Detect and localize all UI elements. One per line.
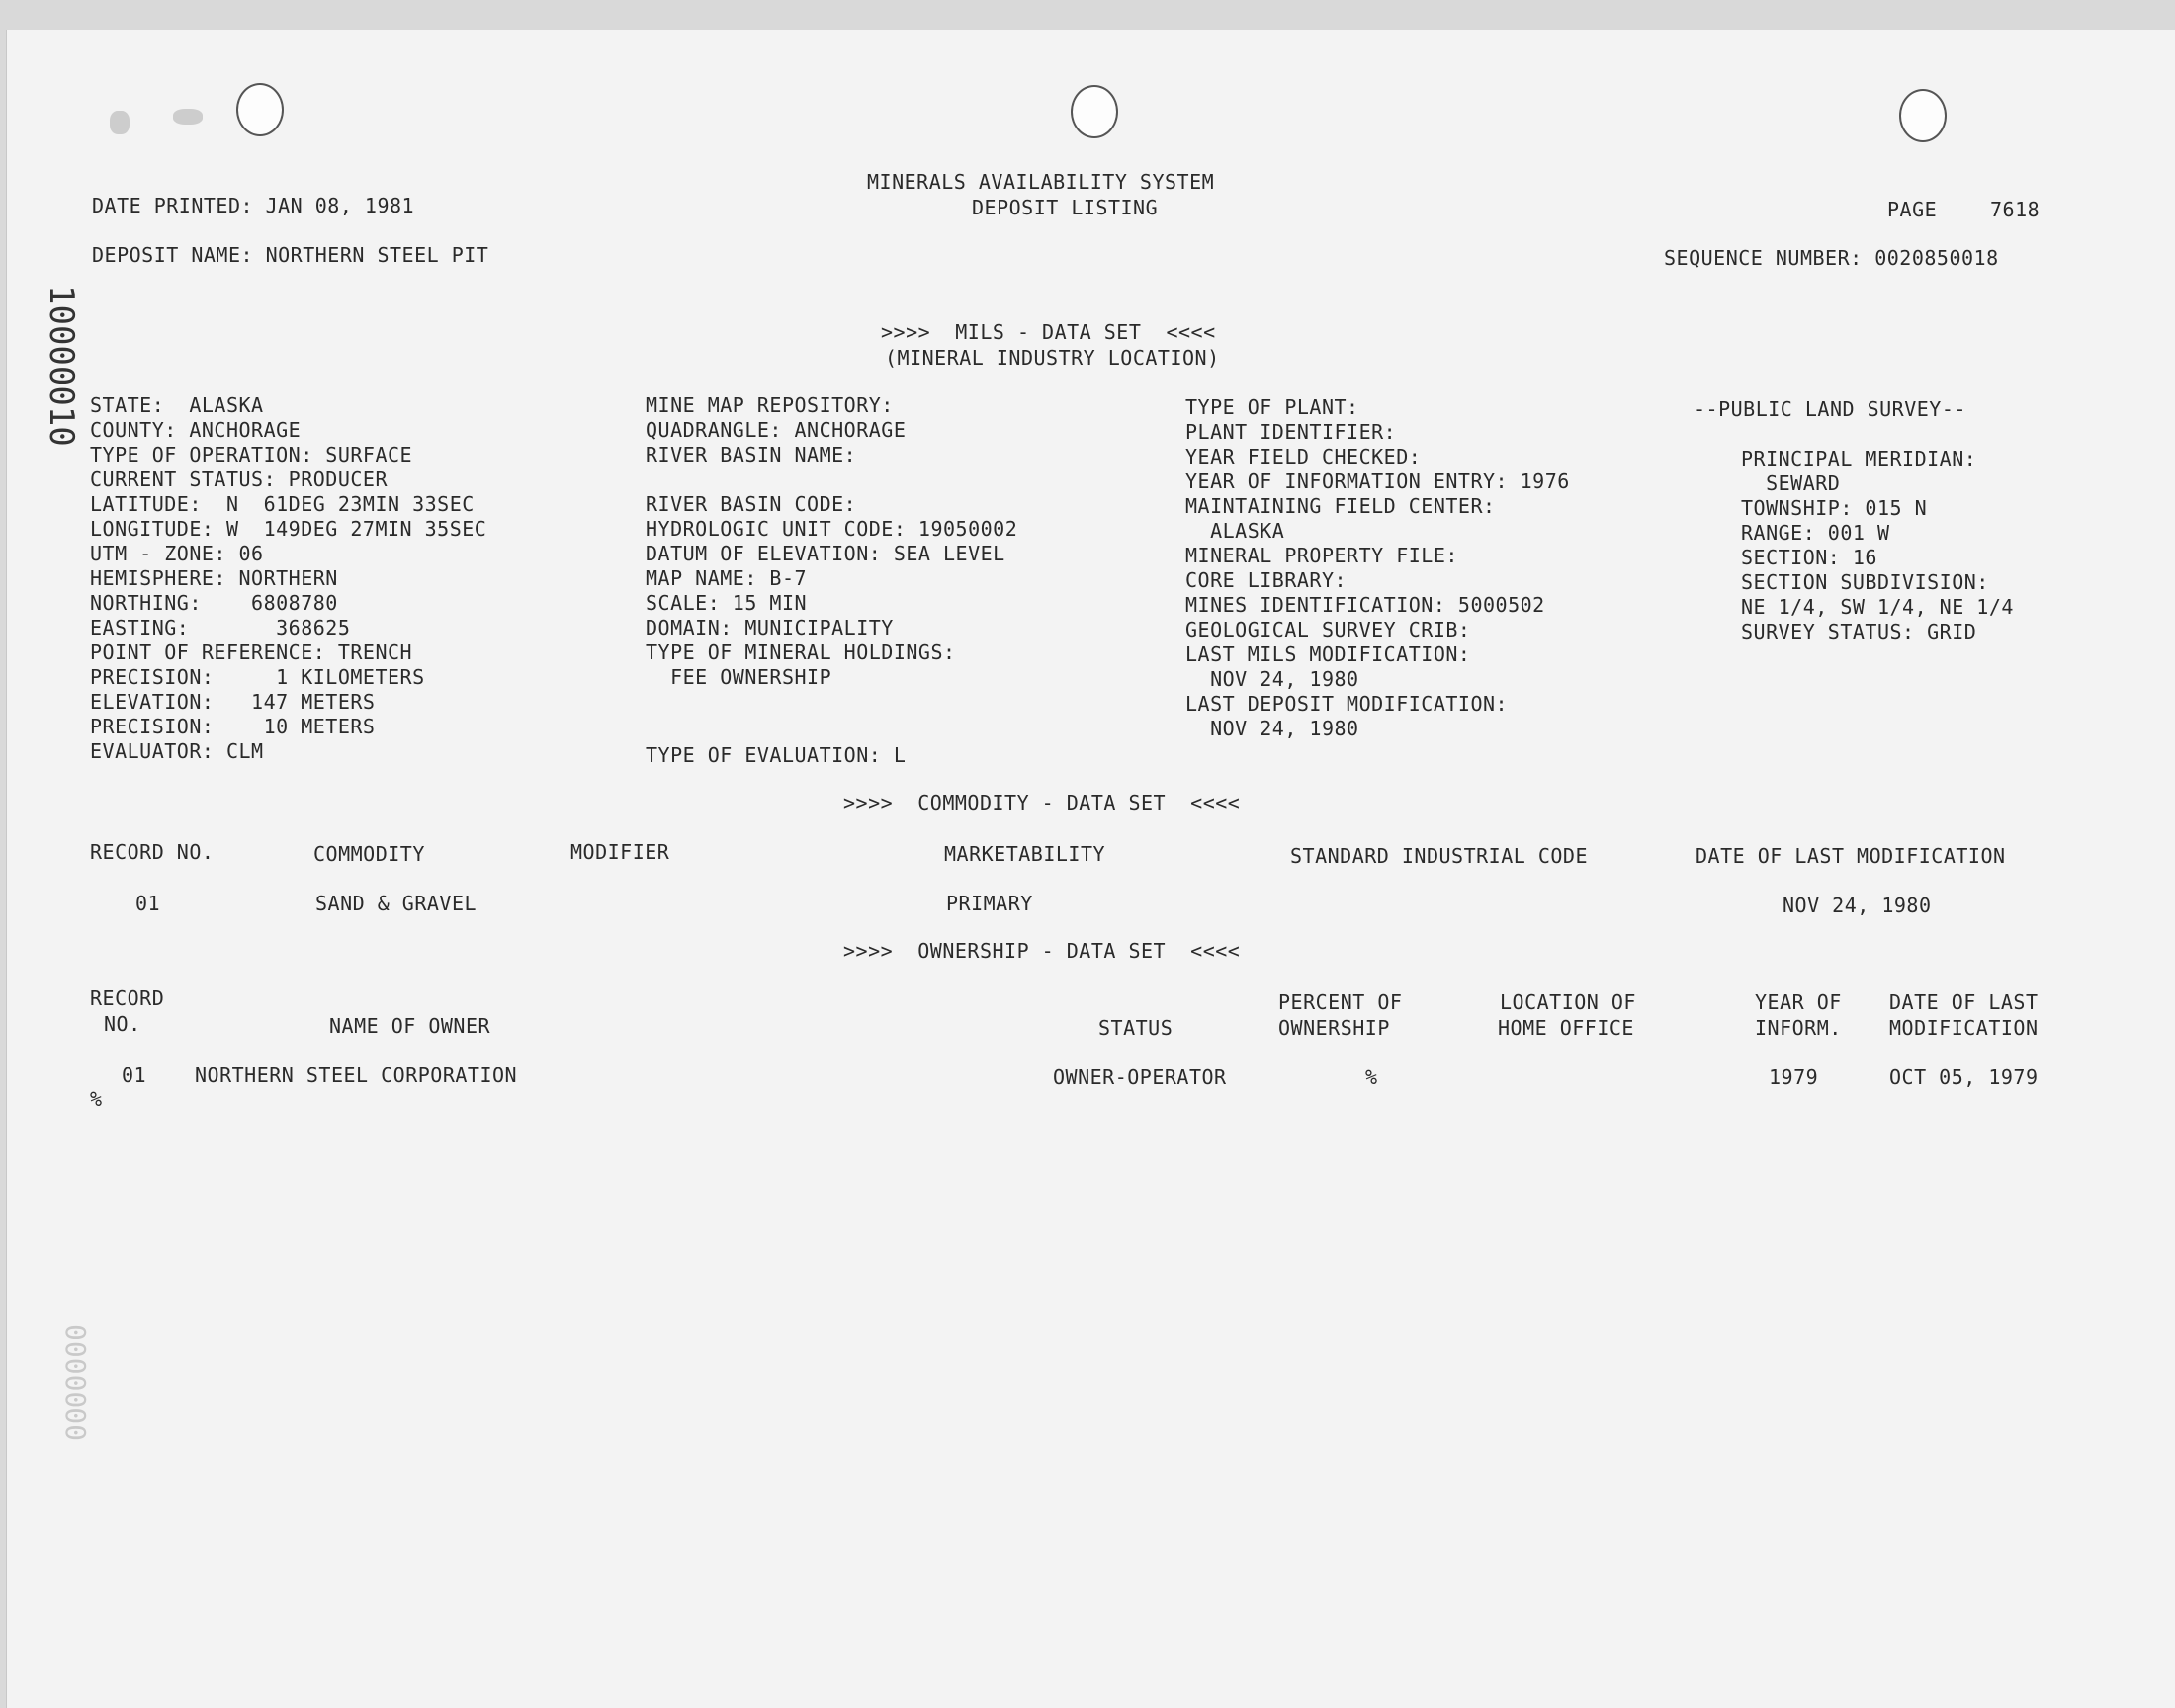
- header-ownership: OWNERSHIP: [1278, 1016, 1390, 1040]
- field-current-status: CURRENT STATUS: PRODUCER: [90, 468, 388, 491]
- commodity-row-last-mod: NOV 24, 1980: [1783, 894, 1932, 917]
- field-section: SECTION: 16: [1741, 546, 1877, 569]
- punch-hole-left: [236, 83, 284, 136]
- ownership-row-owner-name: NORTHERN STEEL CORPORATION: [195, 1064, 518, 1087]
- commodity-row-marketability: PRIMARY: [946, 892, 1033, 915]
- sequence-number: SEQUENCE NUMBER: 0020850018: [1664, 246, 1999, 270]
- field-township: TOWNSHIP: 015 N: [1741, 496, 1928, 520]
- field-state: STATE: ALASKA: [90, 393, 264, 417]
- header-year-of: YEAR OF: [1755, 990, 1842, 1014]
- mils-column-plant: [1185, 395, 1570, 741]
- header-date-of-last: DATE OF LAST: [1889, 990, 2039, 1014]
- commodity-row-commodity: SAND & GRAVEL: [315, 892, 478, 915]
- ownership-row-date: OCT 05, 1979: [1889, 1066, 2039, 1089]
- field-core-library: CORE LIBRARY:: [1185, 568, 1348, 592]
- field-river-basin-name: RIVER BASIN NAME:: [646, 443, 857, 467]
- listing-title: DEPOSIT LISTING: [972, 196, 1159, 219]
- field-last-deposit-modification: LAST DEPOSIT MODIFICATION:: [1185, 692, 1509, 716]
- header-percent-of: PERCENT OF: [1278, 990, 1403, 1014]
- field-year-field-checked: YEAR FIELD CHECKED:: [1185, 445, 1422, 469]
- field-utm-zone: UTM - ZONE: 06: [90, 542, 264, 565]
- end-of-record-marker: %: [90, 1087, 103, 1111]
- field-county: COUNTY: ANCHORAGE: [90, 418, 302, 442]
- ownership-row-year: 1979: [1769, 1066, 1819, 1089]
- field-mineral-holdings: TYPE OF MINERAL HOLDINGS:: [646, 640, 956, 664]
- document-page: [6, 30, 2175, 1708]
- header-date-of-last-modification: DATE OF LAST MODIFICATION: [1696, 844, 2006, 868]
- header-commodity: COMMODITY: [313, 842, 425, 866]
- field-hemisphere: HEMISPHERE: NORTHERN: [90, 566, 338, 590]
- field-datum-of-elevation: DATUM OF ELEVATION: SEA LEVEL: [646, 542, 1005, 565]
- field-point-of-reference: POINT OF REFERENCE: TRENCH: [90, 640, 413, 664]
- page-label: PAGE: [1887, 198, 1938, 221]
- ink-smudge: [110, 111, 130, 134]
- header-standard-industrial-code: STANDARD INDUSTRIAL CODE: [1290, 844, 1588, 868]
- field-type-of-plant: TYPE OF PLANT:: [1185, 395, 1359, 419]
- ownership-row-percent: %: [1365, 1066, 1378, 1089]
- field-mineral-holdings-value: FEE OWNERSHIP: [646, 665, 832, 689]
- field-year-of-information-entry: YEAR OF INFORMATION ENTRY: 1976: [1185, 470, 1570, 493]
- margin-stamp: 10000010: [42, 285, 81, 447]
- field-geological-survey-crib: GEOLOGICAL SURVEY CRIB:: [1185, 618, 1471, 641]
- header-modifier: MODIFIER: [570, 840, 670, 864]
- field-survey-status: SURVEY STATUS: GRID: [1741, 620, 1977, 643]
- field-mineral-property-file: MINERAL PROPERTY FILE:: [1185, 544, 1458, 567]
- field-principal-meridian-value: SEWARD: [1741, 471, 1841, 495]
- blank-line: [646, 468, 1017, 492]
- ownership-row-record-no: 01: [122, 1064, 147, 1087]
- deposit-name: DEPOSIT NAME: NORTHERN STEEL PIT: [92, 243, 489, 267]
- field-last-mils-modification-value: NOV 24, 1980: [1185, 667, 1359, 691]
- header-home-office: HOME OFFICE: [1498, 1016, 1634, 1040]
- field-type-of-evaluation: TYPE OF EVALUATION: L: [646, 743, 907, 767]
- mils-column-location: [90, 393, 486, 764]
- header-modification: MODIFICATION: [1889, 1016, 2039, 1040]
- header-marketability: MARKETABILITY: [944, 842, 1106, 866]
- field-plant-identifier: PLANT IDENTIFIER:: [1185, 420, 1397, 444]
- mils-title: >>>> MILS - DATA SET <<<<: [881, 320, 1216, 344]
- field-section-subdivision-value: NE 1/4, SW 1/4, NE 1/4: [1741, 595, 2014, 619]
- field-quadrangle: QUADRANGLE: ANCHORAGE: [646, 418, 907, 442]
- field-river-basin-code: RIVER BASIN CODE:: [646, 492, 857, 516]
- faint-margin-stamp: 0000000: [59, 1324, 92, 1442]
- date-printed: DATE PRINTED: JAN 08, 1981: [92, 194, 415, 217]
- field-maintaining-field-center: MAINTAINING FIELD CENTER:: [1185, 494, 1496, 518]
- header-status: STATUS: [1098, 1016, 1174, 1040]
- field-mine-map-repository: MINE MAP REPOSITORY:: [646, 393, 894, 417]
- mils-column-land-survey: [1741, 447, 2014, 644]
- header-location-of: LOCATION OF: [1500, 990, 1636, 1014]
- field-operation-type: TYPE OF OPERATION: SURFACE: [90, 443, 413, 467]
- field-map-name: MAP NAME: B-7: [646, 566, 808, 590]
- field-range: RANGE: 001 W: [1741, 521, 1890, 545]
- field-last-mils-modification: LAST MILS MODIFICATION:: [1185, 642, 1471, 666]
- commodity-title: >>>> COMMODITY - DATA SET <<<<: [843, 791, 1241, 814]
- page-number: 7618: [1990, 198, 2041, 221]
- field-section-subdivision: SECTION SUBDIVISION:: [1741, 570, 1989, 594]
- mils-subtitle: (MINERAL INDUSTRY LOCATION): [885, 346, 1220, 370]
- field-evaluator: EVALUATOR: CLM: [90, 739, 264, 763]
- field-latitude: LATITUDE: N 61DEG 23MIN 33SEC: [90, 492, 475, 516]
- header-record: RECORD: [90, 986, 165, 1010]
- field-easting: EASTING: 368625: [90, 616, 351, 640]
- ownership-title: >>>> OWNERSHIP - DATA SET <<<<: [843, 939, 1241, 963]
- field-precision-location: PRECISION: 1 KILOMETERS: [90, 665, 425, 689]
- field-scale: SCALE: 15 MIN: [646, 591, 808, 615]
- punch-hole-center: [1071, 85, 1118, 138]
- header-record-no: RECORD NO.: [90, 840, 215, 864]
- ownership-row-status: OWNER-OPERATOR: [1053, 1066, 1227, 1089]
- punch-hole-right: [1899, 89, 1947, 142]
- header-name-of-owner: NAME OF OWNER: [329, 1014, 491, 1038]
- field-elevation: ELEVATION: 147 METERS: [90, 690, 376, 714]
- system-title: MINERALS AVAILABILITY SYSTEM: [867, 170, 1215, 194]
- field-last-deposit-modification-value: NOV 24, 1980: [1185, 717, 1359, 740]
- field-mines-identification: MINES IDENTIFICATION: 5000502: [1185, 593, 1545, 617]
- field-domain: DOMAIN: MUNICIPALITY: [646, 616, 894, 640]
- field-principal-meridian: PRINCIPAL MERIDIAN:: [1741, 447, 1977, 470]
- header-inform: INFORM.: [1755, 1016, 1842, 1040]
- header-record-no: NO.: [104, 1012, 141, 1036]
- public-land-survey-title: --PUBLIC LAND SURVEY--: [1694, 397, 1966, 421]
- field-hydrologic-unit-code: HYDROLOGIC UNIT CODE: 19050002: [646, 517, 1018, 541]
- field-precision-elevation: PRECISION: 10 METERS: [90, 715, 376, 738]
- mils-column-map: [646, 393, 1017, 690]
- field-maintaining-field-center-value: ALASKA: [1185, 519, 1285, 543]
- field-longitude: LONGITUDE: W 149DEG 27MIN 35SEC: [90, 517, 487, 541]
- field-northing: NORTHING: 6808780: [90, 591, 338, 615]
- commodity-row-record-no: 01: [135, 892, 161, 915]
- ink-smudge: [173, 109, 203, 125]
